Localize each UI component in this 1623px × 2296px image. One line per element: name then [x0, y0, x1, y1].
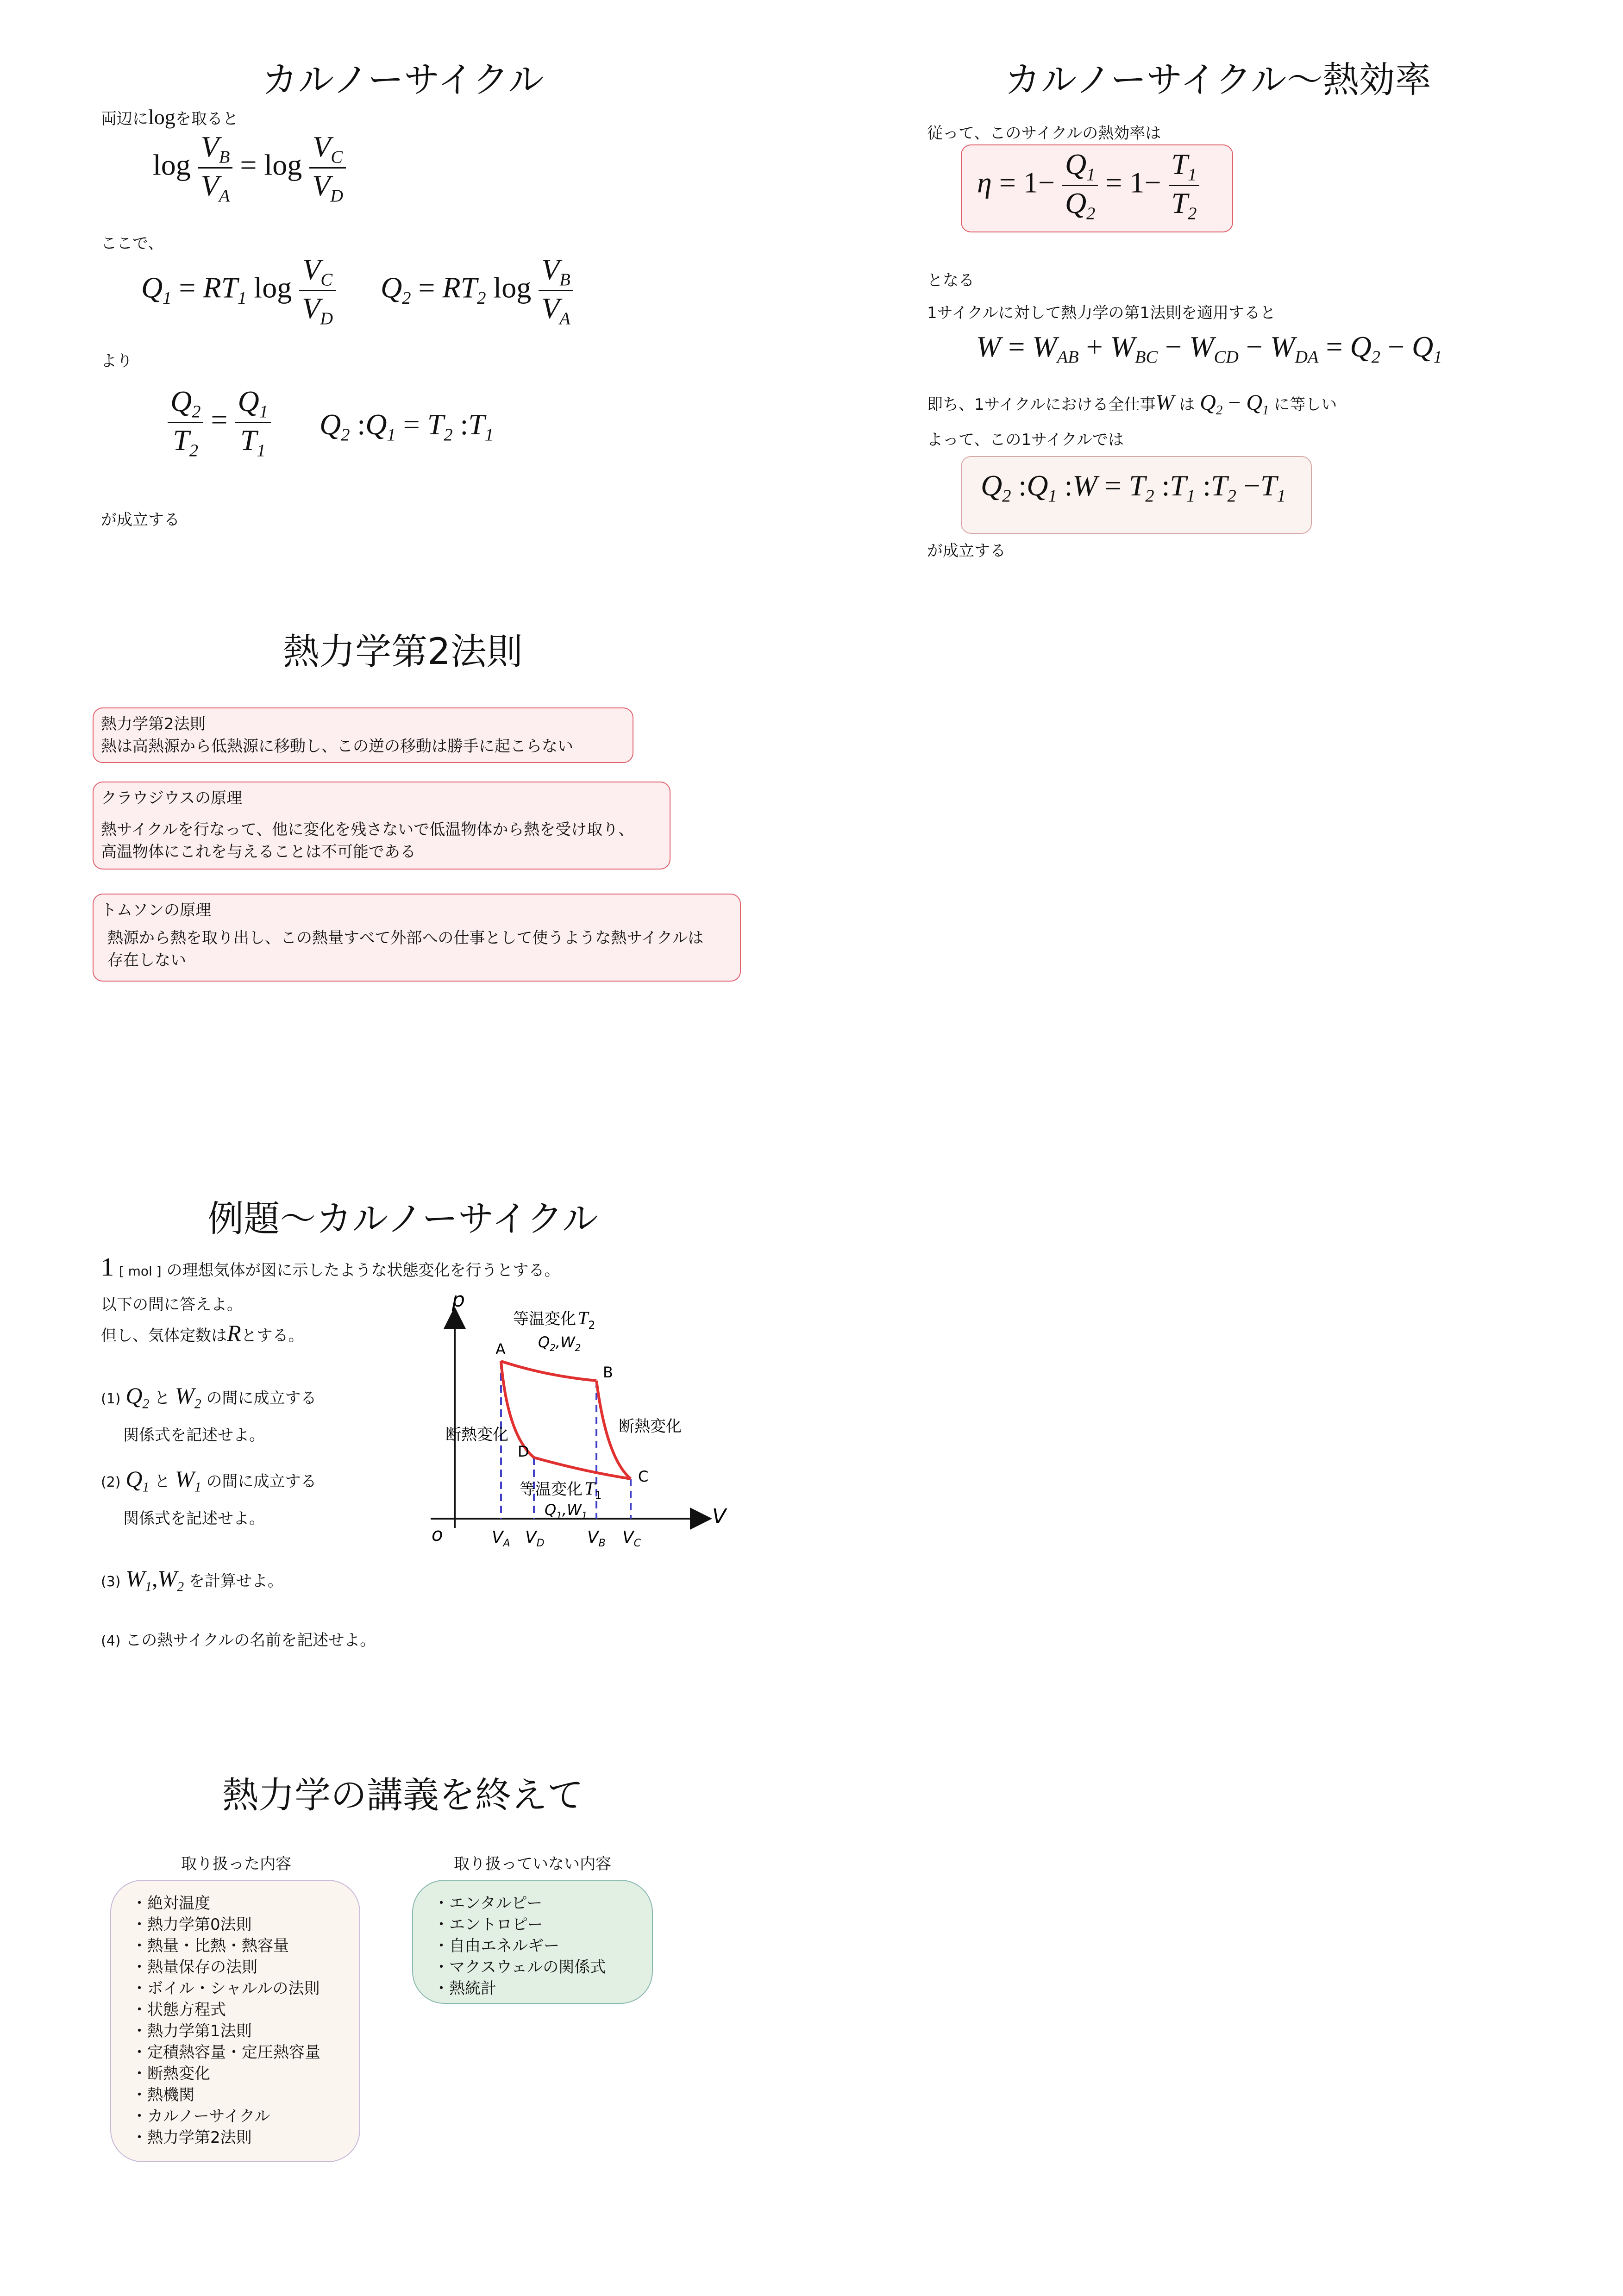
point-b: B [603, 1364, 613, 1381]
clausius-box [93, 782, 671, 870]
point-a: A [495, 1340, 506, 1358]
p-axis-label: p [452, 1288, 465, 1312]
log-term: log [264, 148, 302, 181]
log-intro-a: 両辺に [101, 110, 148, 128]
second-law-title: 熱力学第2法則 [283, 631, 523, 673]
q-t-ratio-colon: $Q_2$ $:Q_1 = T_2$ $:T_1$ [320, 408, 494, 445]
list-item: ・マクスウェルの関係式 [433, 1958, 606, 1977]
efficiency-title: カルノーサイクル～熱効率 [1004, 59, 1431, 101]
log-term: log [153, 148, 191, 181]
adiabat-right-label: 断熱変化 [619, 1417, 682, 1436]
holds-text-1: が成立する [101, 511, 180, 529]
list-item: ・絶対温度 [132, 1894, 210, 1913]
log-intro [101, 105, 238, 129]
second-law-body: 熱は高熱源から低熱源に移動し、この逆の移動は勝手に起こらない [101, 737, 573, 756]
thomson-body-1: 熱源から熱を取り出し、この熱量すべて外部への仕事として使うような熱サイクルは [107, 929, 704, 947]
adiabat-left-label: 断熱変化 [445, 1426, 508, 1444]
iso-hot-label: 等温変化 $T_2$ [513, 1308, 595, 1332]
becomes-text: となる [927, 271, 974, 290]
from-text: より [101, 352, 132, 370]
here-text: ここで、 [101, 234, 164, 253]
list-item: ・熱量・比熱・熱容量 [132, 1937, 289, 1955]
list-item: ・エンタルピー [433, 1894, 543, 1913]
point-c: C [638, 1468, 649, 1485]
list-item: ・熱力学第1法則 [132, 2022, 252, 2040]
list-item: ・熱機関 [132, 2086, 194, 2104]
not-covered-list [412, 1880, 653, 2004]
equals: = [240, 148, 257, 181]
list-item: ・ボイル・シャルルの法則 [132, 1979, 320, 1998]
fraction-vb-va: $\frac{V_B}{V_A}$ [198, 130, 233, 206]
question-2-line-2: 関係式を記述せよ。 [123, 1509, 265, 1528]
thomson-body-2: 存在しない [107, 951, 186, 970]
list-item: ・熱力学第2法則 [132, 2128, 252, 2147]
question-1-line-2: 関係式を記述せよ。 [123, 1426, 265, 1445]
q-w-t-ratio: $Q_2$ $:Q_1$ :W = $T_2$ $:T_1$ $:T_2 -T_1$ [981, 469, 1286, 506]
list-item: ・カルノーサイクル [132, 2107, 270, 2126]
origin-label: o [432, 1524, 443, 1545]
fraction-vb-va-2: $\frac{V_B}{V_A}$ [539, 252, 573, 329]
iso-cold-label: 等温変化 $T_1$ [520, 1478, 602, 1502]
iso-cold-qw-label: $Q_1,W_1$ [545, 1501, 588, 1521]
tick-vb: $V_B$ [587, 1528, 606, 1549]
work-equation: $W = W_{AB} + W_{BC} - W_{CD} - W_{DA} = Q_2 - Q_1$ [976, 330, 1442, 367]
tick-vc: $V_C$ [622, 1528, 641, 1549]
covered-heading: 取り扱った内容 [181, 1855, 291, 1873]
list-item: ・熱力学第0法則 [132, 1915, 252, 1934]
tick-va: $V_A$ [492, 1528, 510, 1549]
log-intro-log: log [148, 105, 175, 129]
v-axis-label: V [712, 1505, 727, 1528]
list-item: ・定積熱容量・定圧熱容量 [132, 2043, 320, 2062]
list-item: ・熱統計 [433, 1979, 496, 1998]
log-volume-equation [153, 130, 346, 206]
question-1: (1) $Q_2$ と $W_2$ の間に成立する [101, 1383, 317, 1412]
q1-equation: $Q_1 = RT_1$ log $\frac{V_C}{V_D}$ [141, 252, 336, 329]
thomson-heading: トムソンの原理 [101, 901, 211, 920]
summary-title: 熱力学の講義を終えて [222, 1775, 583, 1816]
fraction-vc-vd: $\frac{V_C}{V_D}$ [309, 130, 346, 206]
log-intro-b: を取ると [175, 110, 238, 128]
q2-equation: $Q_2 = RT_2$ log $\frac{V_B}{V_A}$ [381, 252, 573, 329]
list-item: ・状態方程式 [132, 2001, 226, 2019]
second-law-box [93, 707, 633, 763]
total-work-text: 即ち、1サイクルにおける全仕事W は $Q_2 - Q_1$ に等しい [927, 390, 1337, 418]
clausius-heading: クラウジウスの原理 [101, 789, 242, 807]
list-item: ・エントロピー [433, 1915, 543, 1934]
point-d: D [518, 1443, 529, 1460]
example-title: 例題～カルノーサイクル [207, 1198, 598, 1240]
iso-hot-qw-label: $Q_2,W_2$ [538, 1333, 581, 1353]
clausius-body-2: 高温物体にこれを与えることは不可能である [101, 843, 416, 861]
first-law-text: 1サイクルに対して熱力学の第1法則を適用すると [927, 304, 1276, 322]
not-covered-heading: 取り扱っていない内容 [454, 1855, 611, 1873]
problem-line-2: 以下の問に答えよ。 [101, 1295, 243, 1314]
per-cycle-text: よって、この1サイクルでは [927, 431, 1124, 449]
tick-vd: $V_D$ [525, 1528, 545, 1549]
problem-line-3: 但し、気体定数はRとする。 [101, 1320, 304, 1346]
problem-line-1: 1 [ mol ] の理想気体が図に示したような状態変化を行うとする。 [101, 1253, 560, 1282]
list-item: ・熱量保存の法則 [132, 1958, 257, 1977]
list-item: ・断熱変化 [132, 2065, 210, 2083]
list-item: ・自由エネルギー [433, 1937, 559, 1955]
therefore-text: 従って、このサイクルの熱効率は [927, 124, 1161, 143]
carnot-title: カルノーサイクル [262, 59, 544, 101]
thomson-box [93, 894, 741, 982]
pv-diagram [417, 1278, 741, 1556]
question-2: (2) $Q_1$ と $W_1$ の間に成立する [101, 1466, 317, 1495]
second-law-heading: 熱力学第2法則 [101, 715, 206, 733]
clausius-body-1: 熱サイクルを行なって、他に変化を残さないで低温物体から熱を受け取り、 [101, 820, 634, 839]
isotherm-hot-curve [501, 1361, 596, 1381]
question-3: (3) $W_1,W_2$ を計算せよ。 [101, 1565, 283, 1595]
holds-text-2: が成立する [927, 542, 1006, 560]
fraction-vc-vd-2: $\frac{V_C}{V_D}$ [299, 252, 336, 329]
question-4: (4) この熱サイクルの名前を記述せよ。 [101, 1631, 376, 1650]
q-t-ratio-fraction: $\frac{Q_2}{T_2}$ = $\frac{Q_1}{T_1}$ [168, 384, 271, 461]
covered-list [110, 1880, 360, 2162]
efficiency-equation: η = 1− $\frac{Q_1}{Q_2}$ = 1− $\frac{T_1}{T_2}$ [977, 147, 1199, 224]
